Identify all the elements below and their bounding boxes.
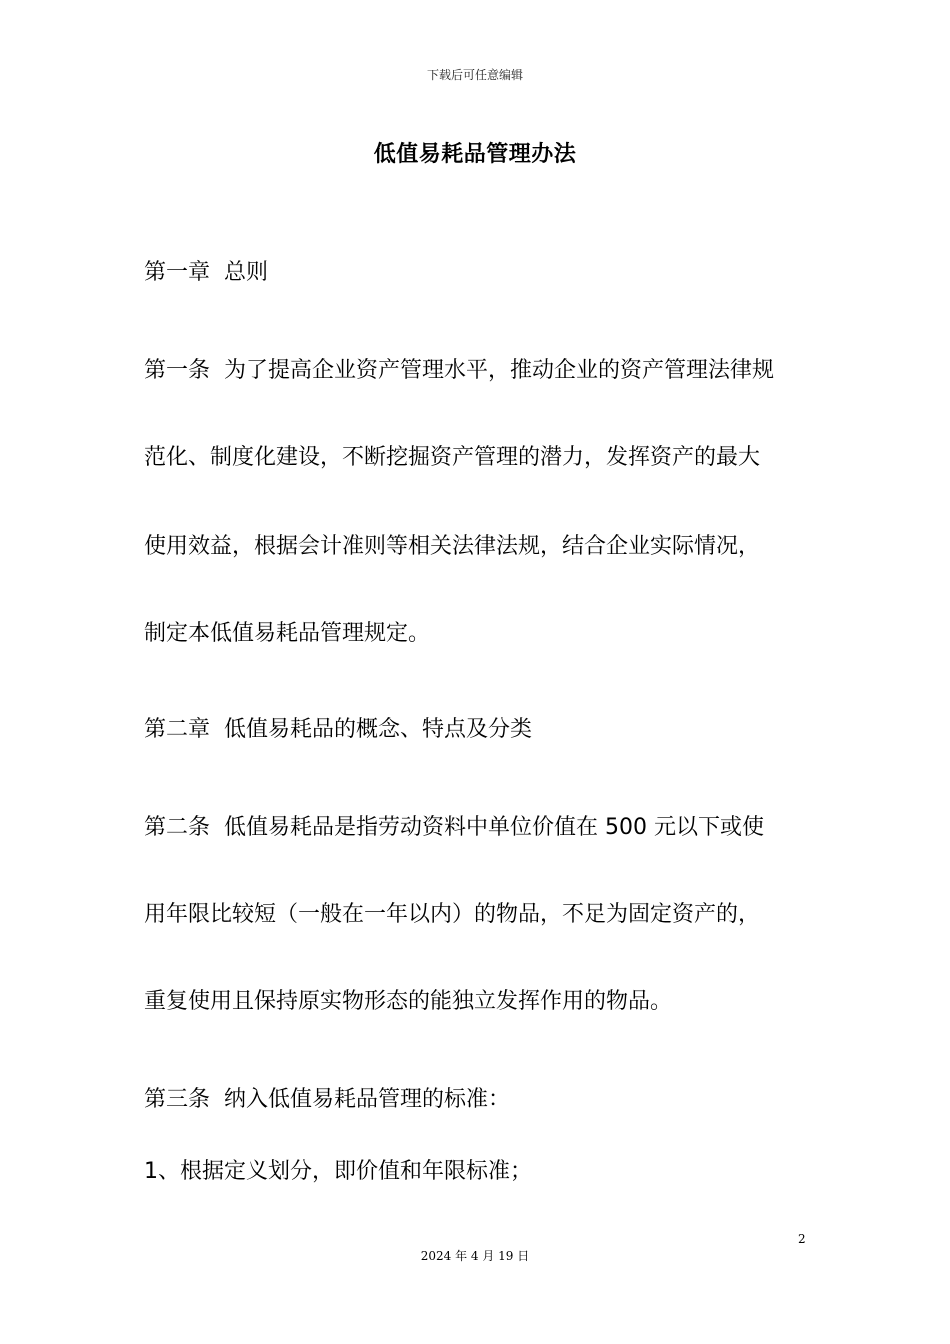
article-1-line-1 [144,356,774,386]
article-2-line-2: 用年限比较短（一般在一年以内）的物品，不足为固定资产的， [144,902,761,927]
article-text: 纳入低值易耗品管理的标准： [224,1087,511,1112]
article-3-line-1 [144,1085,510,1115]
chapter-2-heading [144,715,532,745]
page-number: 2 [798,1232,806,1246]
article-text: 为了提高企业资产管理水平，推动企业的资产管理法律规 [224,358,775,383]
article-3-item-1: 1、根据定义划分，即价值和年限标准； [144,1159,532,1184]
chapter-label: 第一章 [144,260,211,285]
chapter-title: 总则 [224,260,269,285]
page-header: 下载后可任意编辑 [426,68,523,82]
article-label: 第二条 [144,815,211,840]
chapter-1-heading [144,258,268,288]
article-label: 第三条 [144,1087,211,1112]
article-label: 第一条 [144,358,211,383]
chapter-label: 第二章 [144,717,211,742]
chapter-title: 低值易耗品的概念、特点及分类 [224,717,533,742]
article-text: 低值易耗品是指劳动资料中单位价值在 500 元以下或使 [224,815,764,840]
article-2-line-3: 重复使用且保持原实物形态的能独立发挥作用的物品。 [144,989,673,1014]
article-1-line-4: 制定本低值易耗品管理规定。 [144,621,431,646]
document-title: 低值易耗品管理办法 [373,142,577,167]
footer-date: 2024 年 4 月 19 日 [420,1249,530,1263]
article-1-line-3: 使用效益，根据会计准则等相关法律法规，结合企业实际情况， [144,534,761,559]
article-2-line-1 [144,813,764,843]
article-1-line-2: 范化、制度化建设，不断挖掘资产管理的潜力，发挥资产的最大 [144,445,761,470]
